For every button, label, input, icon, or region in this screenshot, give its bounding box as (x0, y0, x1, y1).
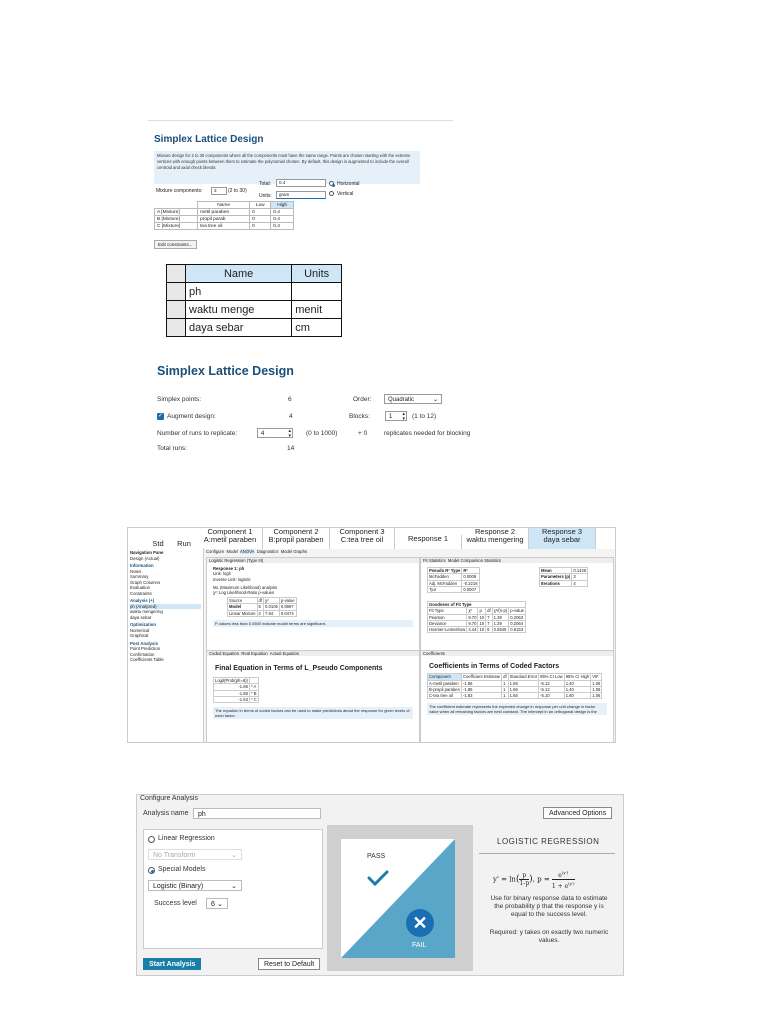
col-name: Name (198, 202, 250, 209)
chevron-down-icon: ⌄ (231, 852, 237, 859)
nav-item[interactable]: daya sebar (130, 614, 152, 620)
coef-cell: 1.06 (592, 680, 601, 686)
col-l2: C:tea tree oil (340, 535, 384, 544)
nav-item[interactable]: Point Prediction (130, 646, 161, 651)
analysis-name-label: Analysis name (143, 810, 189, 817)
blocks-range: (1 to 12) (412, 413, 437, 420)
logistic-info-card (473, 825, 621, 971)
row-header (167, 301, 186, 319)
coef-cell: -5.12 (539, 680, 565, 686)
row-low[interactable]: 0 (250, 209, 271, 216)
stats-cell: 0.1429 (573, 568, 587, 574)
pseudo-cell: -0.2216 (463, 580, 478, 586)
row-header (167, 283, 186, 301)
gof-cell: 7 (486, 620, 493, 626)
analysis-name-input[interactable]: ph (193, 808, 321, 819)
coef-cell: 1.66 (508, 680, 538, 686)
gof-col: p (478, 608, 486, 614)
anova-col: χ² (264, 598, 280, 604)
replicate-label: Number of runs to replicate: (157, 430, 238, 437)
dialog-description: Mixture design for 2 to 30 components where all the components must have the same range. Points are chosen starting with the extreme vertices with enough points between them to estimate the polynomial chosen. By default, this design is augmented to include the overall centroid and axial check blends. (154, 151, 420, 184)
order-label: Order: (353, 396, 372, 403)
nav-item[interactable]: Summary (130, 574, 149, 579)
pseudo-col: Pseudo R² Type (429, 568, 461, 574)
row-tag: C [Mixture] (155, 223, 198, 230)
model-stats-table (539, 567, 588, 587)
gof-cell: 4.44 (468, 627, 477, 633)
gof-cell: 0.2064 (509, 620, 526, 626)
col-l2: B:propil paraben (268, 535, 324, 544)
anova-line: Response 1: ph (213, 566, 245, 572)
gof-cell: 1.39 (492, 614, 509, 620)
reset-default-button[interactable]: Reset to Default (258, 958, 320, 970)
anova-tab-label[interactable]: Logistic Regression (Type III) (207, 558, 419, 563)
col-l1: Response 3 (541, 527, 583, 536)
linear-regression-radio[interactable] (148, 836, 155, 843)
gof-cell: 10 (479, 627, 485, 633)
equation-pane (206, 650, 420, 743)
coef-cell: 1 (502, 693, 509, 699)
anova-col: df (258, 598, 263, 604)
pass-fail-diagonal (341, 839, 455, 958)
col-std[interactable]: Std (152, 539, 164, 548)
stats-cell: 4 (572, 580, 588, 586)
nav-item[interactable]: Graph Columns (130, 579, 161, 585)
mixture-range: (2 to 30) (228, 188, 247, 194)
transform-value: No Transform (153, 852, 196, 859)
units-label: Units: (259, 193, 272, 199)
vertical-label: Vertical (337, 191, 354, 197)
anova-cell: 0.9997 (279, 604, 296, 610)
replicate-value: 4 (261, 431, 265, 437)
pseudo-cell: Adj. McFadden (428, 580, 462, 586)
gof-cell: 7 (486, 614, 493, 620)
response-units[interactable] (292, 283, 342, 301)
navigation-pane (128, 548, 204, 742)
coef-col: 95% CI Low (540, 674, 563, 680)
configure-tab[interactable]: Configure (206, 549, 225, 554)
gof-cell: 1.39 (492, 620, 509, 626)
mixture-components-label: Mixture components: (156, 188, 203, 194)
replicate-range: (0 to 1000) (306, 430, 338, 437)
eq-cell: -1.63 (214, 696, 250, 702)
gof-cell: Deviance (428, 620, 467, 626)
nav-item[interactable]: waktu mengering (130, 609, 163, 614)
horizontal-label: Horizontal (337, 181, 360, 187)
augment-value: 4 (289, 413, 293, 420)
col-l1: Response 2 (474, 527, 516, 536)
nav-header: Navigation Pane (130, 550, 164, 555)
stats-cell: Mean (540, 568, 572, 574)
coef-col: 95% CI High (565, 674, 590, 680)
checkmark-icon (365, 867, 391, 889)
eq-header: Logit(Prob(ph=6)) (215, 678, 248, 684)
design-summary-title: Simplex Lattice Design (157, 364, 294, 378)
row-tag: A [Mixture] (155, 209, 198, 216)
replicate-extra: + 0 (358, 430, 368, 437)
coefficients-table (427, 673, 602, 699)
components-grid (154, 201, 294, 230)
analysis-toolbar (206, 549, 426, 557)
gof-cell: Hosmer-Lemeshow (429, 627, 466, 633)
row-tag: B [Mixture] (155, 216, 198, 223)
eq-cell: * A (250, 684, 257, 690)
fail-label: FAIL (412, 942, 427, 949)
row-low[interactable]: 0 (250, 223, 271, 230)
model-select[interactable] (148, 880, 242, 891)
augment-label: Augment design: (167, 413, 216, 420)
model-value: Logistic (Binary) (153, 883, 204, 890)
fit-statistics-tab[interactable]: Fit Statistics (423, 558, 446, 563)
spin-arrows-icon[interactable]: ▴ ▾ (288, 428, 291, 439)
coef-cell: 1.06 (592, 686, 601, 692)
total-input[interactable]: 0.4 (276, 179, 326, 187)
gof-cell: 10 (479, 620, 485, 626)
nav-heading: Analysis (+) (130, 598, 155, 603)
nav-heading: Information (130, 563, 154, 568)
analysis-window (127, 527, 616, 743)
coef-col: Coefficient Estimate (462, 674, 501, 680)
responses-grid (166, 264, 342, 337)
edit-constraints-button[interactable]: Edit constraints... (154, 240, 197, 249)
order-value: Quadratic (388, 397, 415, 403)
gof-cell: 10 (479, 614, 485, 620)
col-units: Units (292, 265, 342, 283)
coefficients-note: The coefficient estimate represents the expected change in response per unit change in factor value when all remaining factors are held constant. The intercept in an orthogonal design is the (427, 703, 607, 715)
col-l2: daya sebar (543, 535, 581, 544)
simplex-points-label: Simplex points: (157, 396, 202, 403)
nav-item[interactable]: Graphical (130, 633, 149, 638)
coef-cell: A-metil paraben (428, 680, 462, 686)
linear-regression-label: Linear Regression (158, 835, 215, 842)
anova-cell: 7.94 (264, 610, 280, 616)
col-l2: waktu mengering (466, 535, 524, 544)
coef-cell: -5.10 (539, 693, 565, 699)
equation-title: Final Equation in Terms of L_Pseudo Components (215, 665, 383, 673)
gof-cell: Pearson (428, 614, 467, 620)
logistic-description: Use for binary response data to estimate the probability p that the response y is equal to the success level. (490, 895, 608, 918)
gof-cell: 0.8153 (509, 627, 526, 633)
fit-statistics-pane (420, 557, 614, 652)
gof-cell: 0.5546 (492, 627, 509, 633)
model-graphs-tab[interactable]: Model Graphs (280, 549, 307, 554)
coef-cell: -1.86 (461, 686, 501, 692)
start-analysis-button[interactable]: Start Analysis (143, 958, 201, 970)
pseudo-cell: Tjur (428, 586, 462, 592)
advanced-options-button[interactable]: Advanced Options (543, 807, 612, 819)
coef-col: Standard Error (509, 674, 538, 680)
row-high[interactable]: 0.4 (271, 223, 294, 230)
simplex-lattice-dialog (148, 120, 453, 265)
col-component-3[interactable] (330, 528, 395, 549)
nav-item[interactable]: Evaluation (130, 585, 151, 590)
eq-cell: -1.86 (214, 690, 250, 696)
pseudo-cell: McFadden (428, 574, 462, 580)
col-l1: Component 3 (339, 527, 385, 536)
dialog-title: Simplex Lattice Design (154, 134, 264, 145)
nav-item[interactable]: Numerical (130, 627, 150, 633)
row-name[interactable]: metil paraben (198, 209, 250, 216)
col-response-2[interactable] (462, 528, 529, 549)
response-name[interactable]: ph (186, 283, 292, 301)
coef-cell: 1.40 (564, 686, 591, 692)
horizontal-radio[interactable] (329, 181, 334, 186)
row-name[interactable]: tea tree oil (198, 223, 250, 230)
pseudo-r2-table (427, 567, 480, 593)
gof-col: Fit Type (428, 608, 467, 614)
col-l1: Component 2 (273, 527, 319, 536)
anova-col: Source (228, 598, 258, 604)
model-comparison-tab[interactable]: Model Comparison Statistics (447, 558, 501, 563)
coef-cell: 1.40 (564, 680, 591, 686)
row-high[interactable]: 0.4 (271, 216, 294, 223)
total-runs-value: 14 (287, 445, 295, 452)
coef-cell: -5.12 (539, 686, 565, 692)
col-l2: A:metil paraben (203, 535, 257, 544)
coef-cell: 1 (502, 686, 509, 692)
pseudo-col: R² (462, 568, 479, 574)
units-input[interactable]: gram (276, 191, 326, 199)
gof-cell: 9.70 (468, 620, 477, 626)
gof-col: p-value (510, 608, 524, 614)
gof-col: χ² (467, 608, 478, 614)
blocks-label: Blocks: (349, 413, 370, 420)
response-units[interactable]: menit (292, 301, 342, 319)
model-tab[interactable]: Model (226, 549, 238, 554)
coef-cell: 1 (502, 680, 509, 686)
coef-col: Component (428, 674, 462, 680)
coefficients-pane (420, 650, 614, 743)
coefficients-title: Coefficients in Terms of Coded Factors (429, 663, 560, 671)
simplex-points-value: 6 (288, 396, 292, 403)
eq-cell: * B (250, 690, 257, 696)
spin-arrows-icon[interactable]: ▴ ▾ (402, 411, 405, 422)
design-column-headers (128, 528, 615, 549)
coef-cell: 1.80 (564, 693, 591, 699)
nav-item[interactable]: Design (Actual) (130, 555, 160, 561)
col-component-2[interactable] (263, 528, 330, 549)
success-level-value: 6 (211, 901, 215, 908)
coef-col: VIF (591, 674, 602, 680)
gof-col: χ²/(n-p) (493, 608, 508, 614)
total-runs-label: Total runs: (157, 445, 187, 452)
col-low: Low (250, 202, 271, 209)
row-header (167, 265, 186, 283)
stats-cell: Iterations (540, 580, 572, 586)
goodness-of-fit-table (427, 601, 526, 633)
col-name: Name (186, 265, 292, 283)
anova-line: ML (Maximum Likelihood) analysis (213, 584, 278, 590)
configure-analysis-dialog (136, 794, 624, 976)
anova-cell: Linear Mixture (229, 610, 256, 616)
coef-cell: -1.63 (461, 693, 501, 699)
replicate-spinner[interactable] (257, 428, 293, 438)
eq-cell: -1.86 (214, 684, 250, 690)
equation-note: The equation in terms of coded factors can be used to make predictions about the response for given levels of each factor. (213, 707, 413, 719)
pseudo-cell: 0.0007 (462, 586, 479, 592)
anova-cell: 0.0105 (265, 604, 278, 610)
response-name[interactable]: daya sebar (186, 319, 292, 337)
row-name[interactable]: propil parab (198, 216, 250, 223)
coef-cell: 1.06 (592, 693, 601, 699)
row-high[interactable]: 0.4 (271, 209, 294, 216)
equation-table (213, 677, 259, 703)
col-l1: Component 1 (207, 527, 253, 536)
gof-title: Goodness of Fit Type (428, 602, 526, 608)
augment-checkbox[interactable]: ✓ (157, 413, 164, 419)
col-high: High (271, 202, 294, 209)
chevron-down-icon: ⌄ (217, 901, 223, 908)
coef-cell: 1.65 (508, 693, 538, 699)
success-level-label: Success level (154, 900, 197, 907)
nav-heading: Optimization (130, 622, 157, 627)
logistic-requirement: Required: y takes on exactly two numeric values. (489, 929, 609, 944)
mixture-components-input[interactable]: 3 (211, 187, 227, 195)
special-models-radio[interactable] (148, 867, 155, 874)
anova-cell: 2 (257, 610, 264, 616)
pass-label: PASS (367, 853, 386, 860)
anova-note: P-values less than 0.0500 indicate model terms are significant. (213, 620, 413, 627)
nav-heading: Post Analysis (130, 640, 159, 646)
stats-cell: Parameters (p) (541, 574, 571, 580)
blocks-value: 1 (389, 414, 393, 420)
chevron-down-icon: ⌄ (231, 883, 237, 890)
anova-line: Inverse Link: logistic (213, 576, 251, 582)
logit-formula: y' = ln( p 1-p), p = $e^{(y')}$ $1 + e^{(y')}$ (493, 870, 575, 890)
anova-tab[interactable]: ANOVA (240, 549, 255, 554)
special-models-label: Special Models (158, 866, 206, 873)
gof-cell: 9.70 (468, 614, 477, 620)
real-equation-tab[interactable]: Real Equation (241, 651, 268, 656)
success-level-select[interactable] (206, 898, 228, 909)
row-header (167, 319, 186, 337)
nav-item[interactable]: Confirmation (130, 651, 155, 657)
nav-item[interactable]: Notes (130, 568, 142, 574)
configure-analysis-title: Configure Analysis (140, 795, 198, 802)
coef-col: df (503, 674, 507, 680)
anova-line: Link: logit (213, 571, 231, 577)
coded-equation-tab[interactable]: Coded Equation (209, 651, 240, 656)
chevron-down-icon: ⌄ (432, 397, 438, 403)
nav-item[interactable]: Coefficients Table (130, 657, 164, 662)
response-units[interactable]: cm (292, 319, 342, 337)
replicate-note: replicates needed for blocking (384, 430, 471, 437)
vertical-radio[interactable] (329, 191, 334, 196)
anova-pane (206, 557, 420, 652)
col-response-3[interactable] (529, 528, 596, 549)
blocks-spinner[interactable] (385, 411, 407, 421)
anova-col: p-value (280, 598, 295, 604)
col-response-1[interactable]: Response 1 (395, 535, 462, 549)
coef-cell: C-tea tree oil (428, 693, 462, 699)
row-low[interactable]: 0 (250, 216, 271, 223)
gof-col: df (487, 608, 491, 614)
diagnostics-tab[interactable]: Diagnostics (256, 549, 279, 554)
pseudo-cell: 0.0009 (462, 574, 479, 580)
transform-select (148, 849, 242, 860)
coef-cell: 1.66 (508, 686, 538, 692)
gof-cell: 8 (486, 627, 493, 633)
order-select[interactable] (384, 394, 442, 404)
anova-line: χ²: Log Likelihood-Ratio p-values (213, 590, 275, 596)
model-preview-panel (327, 825, 621, 971)
col-run[interactable]: Run (177, 539, 191, 548)
anova-cell: 5 (257, 604, 264, 610)
nav-item[interactable]: Constraints (130, 590, 152, 596)
actual-equation-tab[interactable]: Actual Equation (269, 651, 300, 656)
anova-table (227, 597, 297, 617)
coefficients-tab[interactable]: Coefficients (421, 651, 613, 656)
gof-cell: 0.2063 (509, 614, 526, 620)
model-options-panel (143, 829, 323, 949)
eq-cell: * C (250, 696, 257, 702)
coef-cell: B-propil paraben (429, 686, 460, 692)
coef-cell: -1.86 (461, 680, 501, 686)
logistic-title: LOGISTIC REGRESSION (497, 837, 600, 846)
anova-cell: Model (228, 604, 258, 610)
anova-cell: 0.0474 (279, 610, 296, 616)
response-name[interactable]: waktu menge (186, 301, 292, 319)
total-label: Total: (259, 181, 271, 187)
nav-item[interactable]: ph (Analyzed) (130, 604, 201, 610)
pass-fail-graphic (341, 839, 455, 958)
col-component-1[interactable] (198, 528, 263, 549)
divider (479, 853, 615, 854)
stats-cell: 3 (572, 574, 588, 580)
fail-x-icon: ✕ (406, 909, 434, 937)
